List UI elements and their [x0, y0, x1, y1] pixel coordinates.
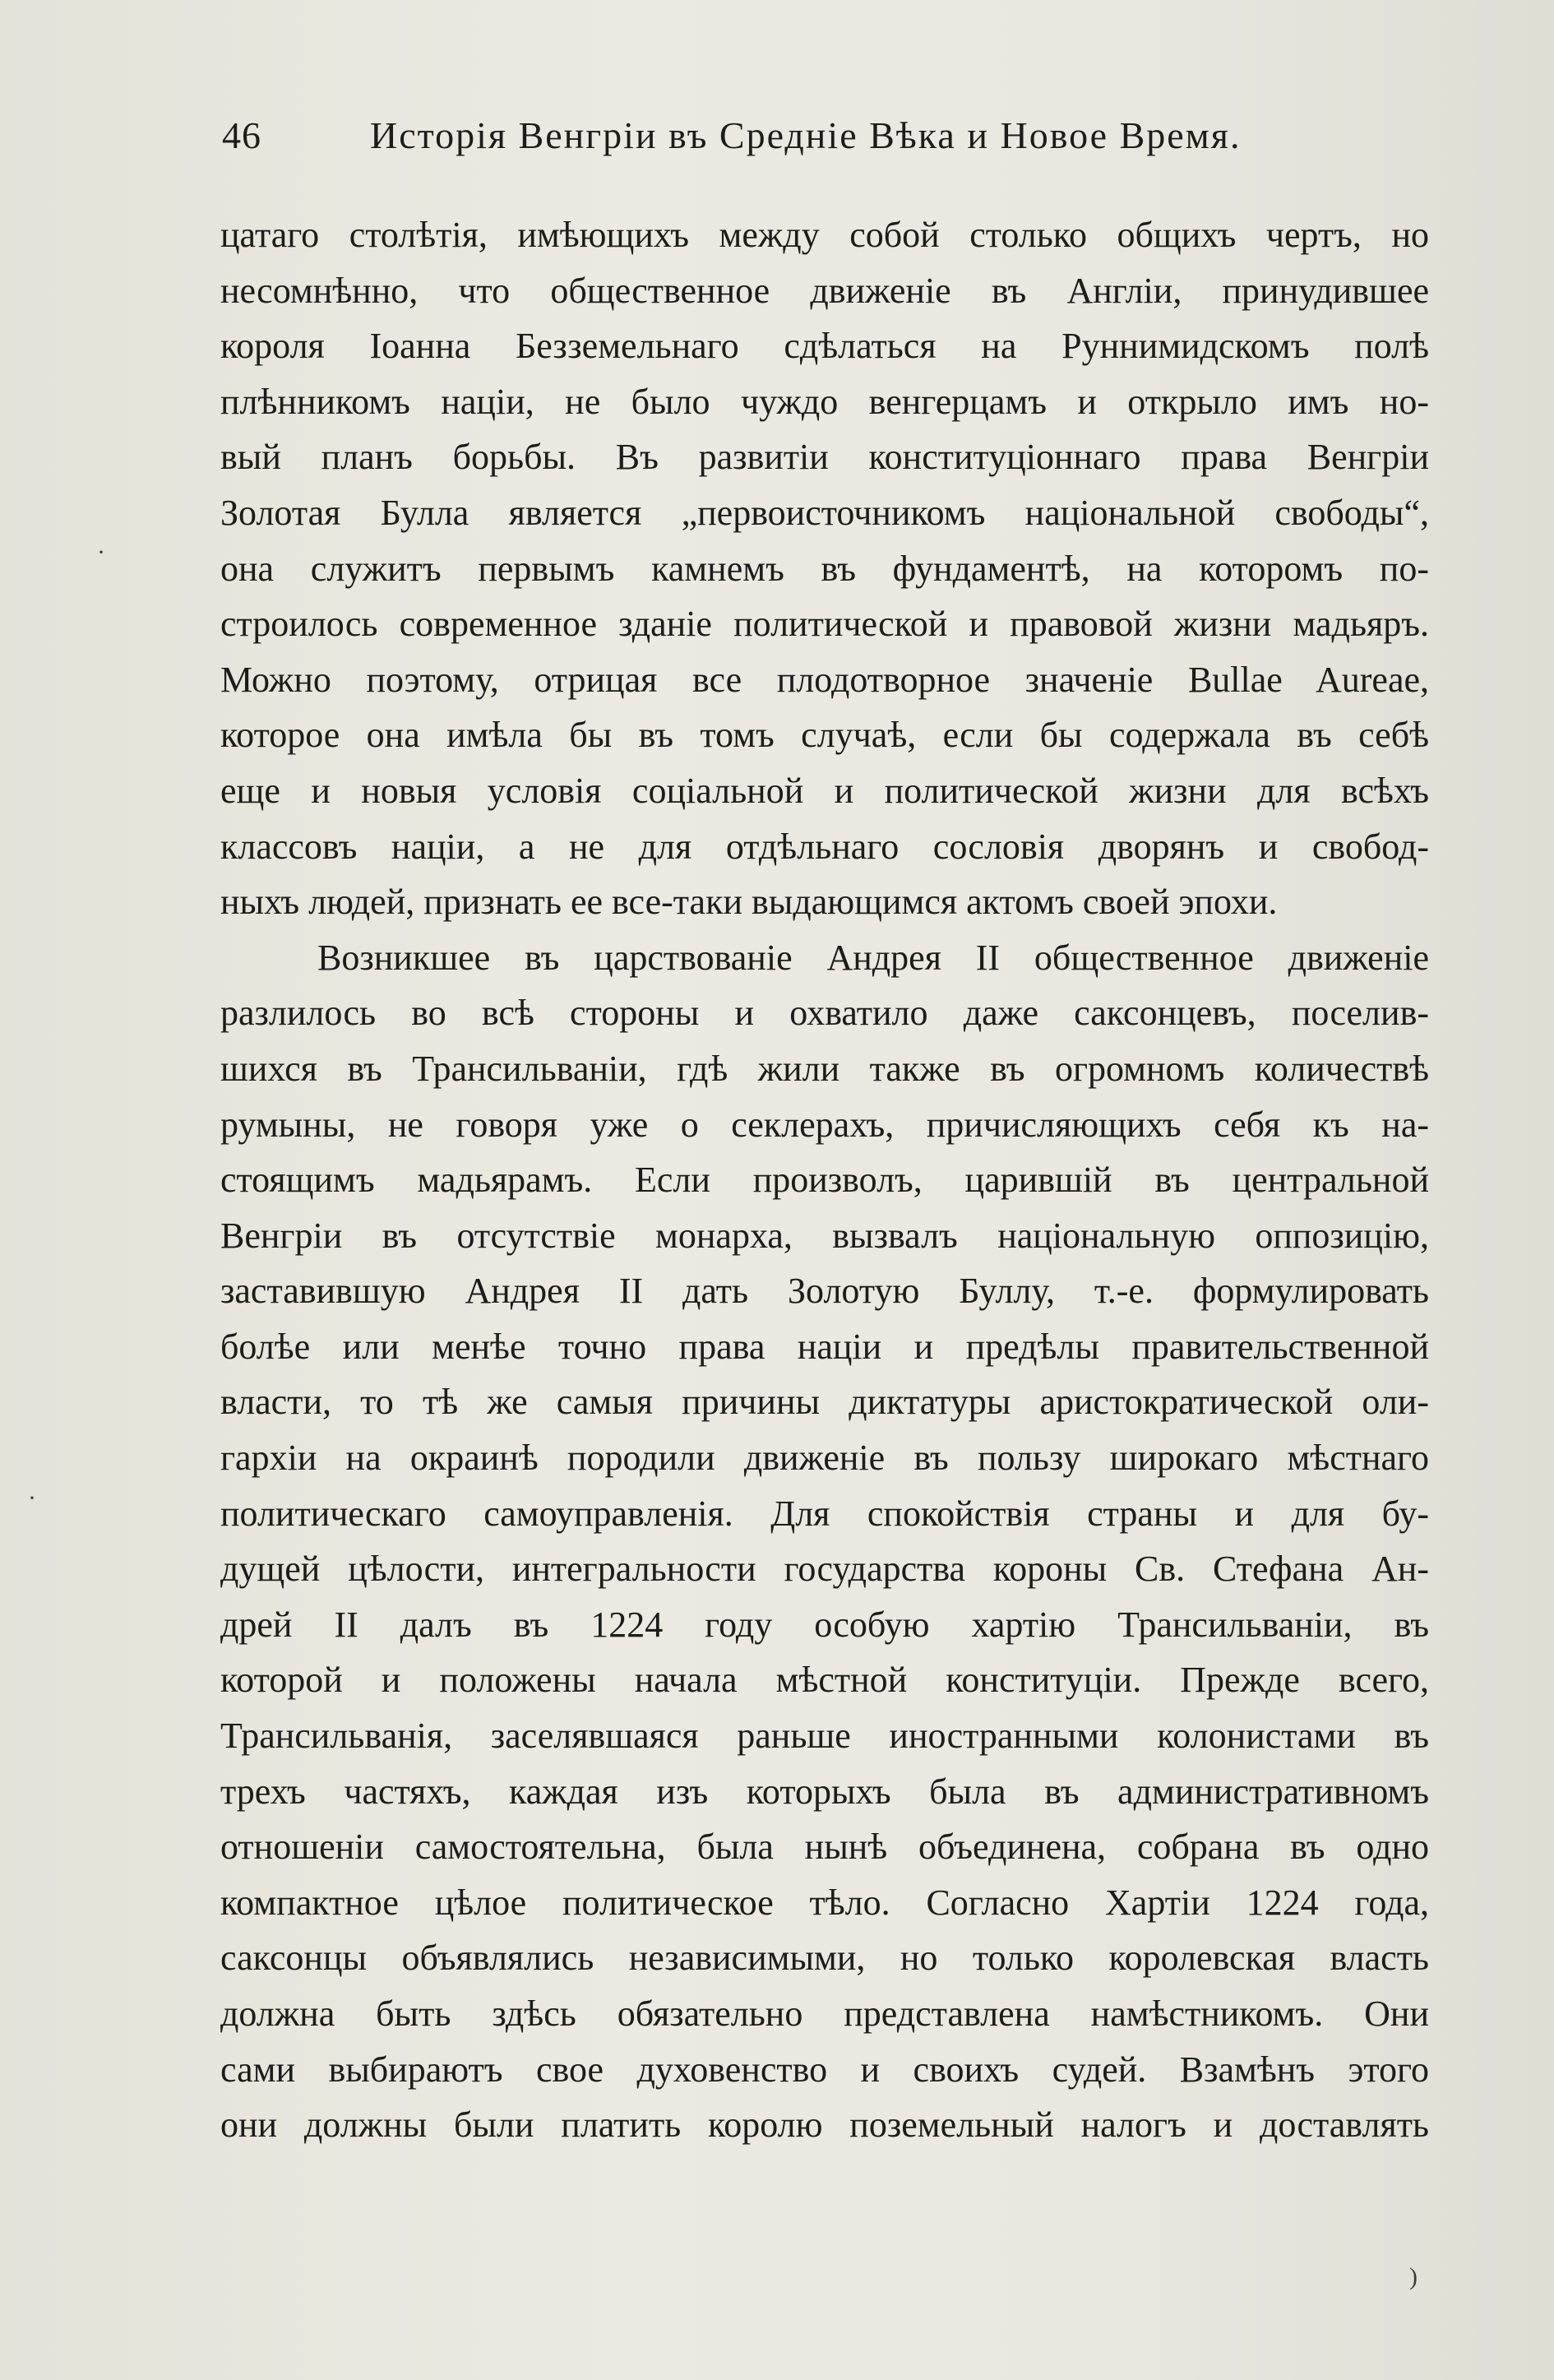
text-line: политическаго самоуправленія. Для спокойствія страны и для бу-	[220, 1493, 1429, 1534]
scan-speck: ·	[97, 539, 105, 566]
text-line: короля Іоанна Безземельнаго сдѣлаться на Руннимидскомъ полѣ	[220, 326, 1429, 367]
text-line: несомнѣнно, что общественное движеніе въ Англіи, принудившее	[220, 270, 1429, 311]
text-line: должна быть здѣсь обязательно представлена намѣстникомъ. Они	[220, 1993, 1429, 2034]
text-line: Золотая Булла является „первоисточникомъ національной свободы“,	[220, 492, 1429, 533]
text-line: власти, то тѣ же самыя причины диктатуры аристократической оли-	[220, 1382, 1429, 1423]
text-line: еще и новыя условія соціальной и политической жизни для всѣхъ	[220, 770, 1429, 811]
text-line: болѣе или менѣе точно права націи и предѣлы правительственной	[220, 1326, 1429, 1367]
text-line: классовъ націи, а не для отдѣльнаго сословія дворянъ и свобод-	[220, 826, 1429, 867]
scan-speck: ·	[28, 1484, 36, 1512]
text-line: саксонцы объявлялись независимыми, но только королевская власть	[220, 1938, 1429, 1979]
text-line: шихся въ Трансильваніи, гдѣ жили также въ огромномъ количествѣ	[220, 1048, 1429, 1089]
text-line: которой и положены начала мѣстной конституціи. Прежде всего,	[220, 1660, 1429, 1701]
text-line: дущей цѣлости, интегральности государства короны Св. Стефана Ан-	[220, 1549, 1429, 1590]
text-line: Можно поэтому, отрицая все плодотворное значеніе Bullae Aureae,	[220, 659, 1429, 700]
paragraph-first-line: Возникшее въ царствованіе Андрея II общественное движеніе	[317, 937, 1429, 978]
paragraph-last-line: ныхъ людей, признать ее все-таки выдающимся актомъ своей эпохи.	[220, 882, 1278, 923]
text-line: вый планъ борьбы. Въ развитіи конституціоннаго права Венгріи	[220, 437, 1429, 478]
text-line: строилось современное зданіе политической и правовой жизни мадьяръ.	[220, 604, 1429, 645]
page-header	[222, 113, 1307, 166]
text-line: румыны, не говоря уже о секлерахъ, причисляющихъ себя къ на-	[220, 1104, 1429, 1145]
text-line: сами выбираютъ свое духовенство и своихъ судей. Взамѣнъ этого	[220, 2049, 1429, 2090]
text-line: трехъ частяхъ, каждая изъ которыхъ была въ административномъ	[220, 1771, 1429, 1812]
text-line: Трансильванія, заселявшаяся раньше иностранными колонистами въ	[220, 1716, 1429, 1757]
page-number: 46	[222, 114, 261, 156]
text-line: стоящимъ мадьярамъ. Если произволъ, царившій въ центральной	[220, 1160, 1429, 1201]
text-line: плѣнникомъ націи, не было чуждо венгерцамъ и открыло имъ но-	[220, 381, 1429, 422]
body-text	[220, 207, 1429, 2153]
text-line: дрей II далъ въ 1224 году особую хартію Трансильваніи, въ	[220, 1604, 1429, 1645]
text-line: она служитъ первымъ камнемъ въ фундаментѣ, на которомъ по-	[220, 548, 1429, 589]
text-line: разлилось во всѣ стороны и охватило даже саксонцевъ, поселив-	[220, 993, 1429, 1034]
text-line: компактное цѣлое политическое тѣло. Согласно Хартіи 1224 года,	[220, 1882, 1429, 1923]
scan-speck: )	[1409, 2263, 1418, 2290]
text-line: отношеніи самостоятельна, была нынѣ объединена, собрана въ одно	[220, 1827, 1429, 1868]
text-line: они должны были платить королю поземельный налогъ и доставлять	[220, 2104, 1429, 2146]
text-line: заставившую Андрея II дать Золотую Буллу, т.-е. формулировать	[220, 1271, 1429, 1312]
text-line: Венгріи въ отсутствіе монарха, вызвалъ національную оппозицію,	[220, 1215, 1429, 1256]
text-line: которое она имѣла бы въ томъ случаѣ, если бы содержала въ себѣ	[220, 715, 1429, 756]
running-head: Исторія Венгріи въ Средніе Вѣка и Новое Время.	[370, 114, 1242, 156]
text-line: цатаго столѣтія, имѣющихъ между собой столько общихъ чертъ, но	[220, 215, 1429, 255]
text-line: гархіи на окраинѣ породили движеніе въ пользу широкаго мѣстнаго	[220, 1438, 1429, 1479]
